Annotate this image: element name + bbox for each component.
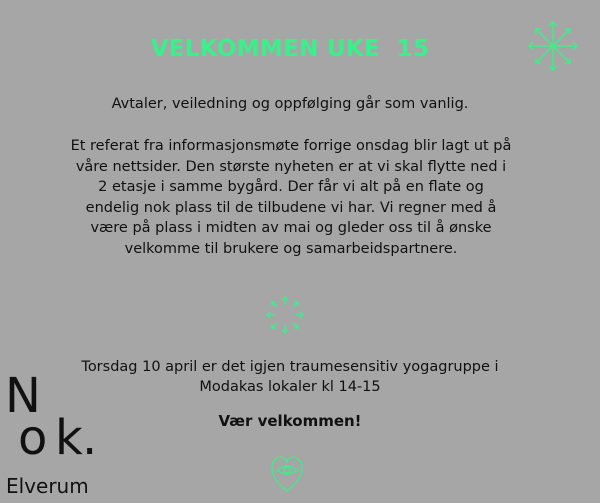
logo-letter-o: o	[18, 410, 48, 466]
announcement-text: Torsdag 10 april er det igjen traumesensitiv yogagruppe i Modakas lokaler kl 14-15	[81, 359, 499, 395]
logo-letter-k: k	[55, 410, 83, 466]
heart-eye-icon	[270, 455, 304, 493]
page-title: VELKOMMEN UKE 15	[150, 36, 430, 62]
intro-text: Avtaler, veiledning og oppfølging går som vanlig.	[111, 96, 469, 112]
info-paragraph: Et referat fra informasjonsmøte forrige onsdag blir lagt ut på våre nettsider. Den største nyheten er at vi skal flytte ned i 2 etasje i samme bygård. Der får vi alt på en flate og endelig nok plass til de tilbudene vi har. Vi regner med å være på plass i midten av mai og gleder oss til å ønske velkomme til brukere og samarbeidspartnere.	[70, 138, 512, 257]
logo-letter-n: N	[5, 368, 41, 424]
closing-text: Vær velkommen!	[218, 412, 362, 430]
starburst-arrows-icon	[525, 18, 581, 74]
arrows-circle-icon	[264, 294, 306, 336]
logo-dot: .	[82, 410, 98, 466]
location-label: Elverum	[6, 474, 89, 498]
